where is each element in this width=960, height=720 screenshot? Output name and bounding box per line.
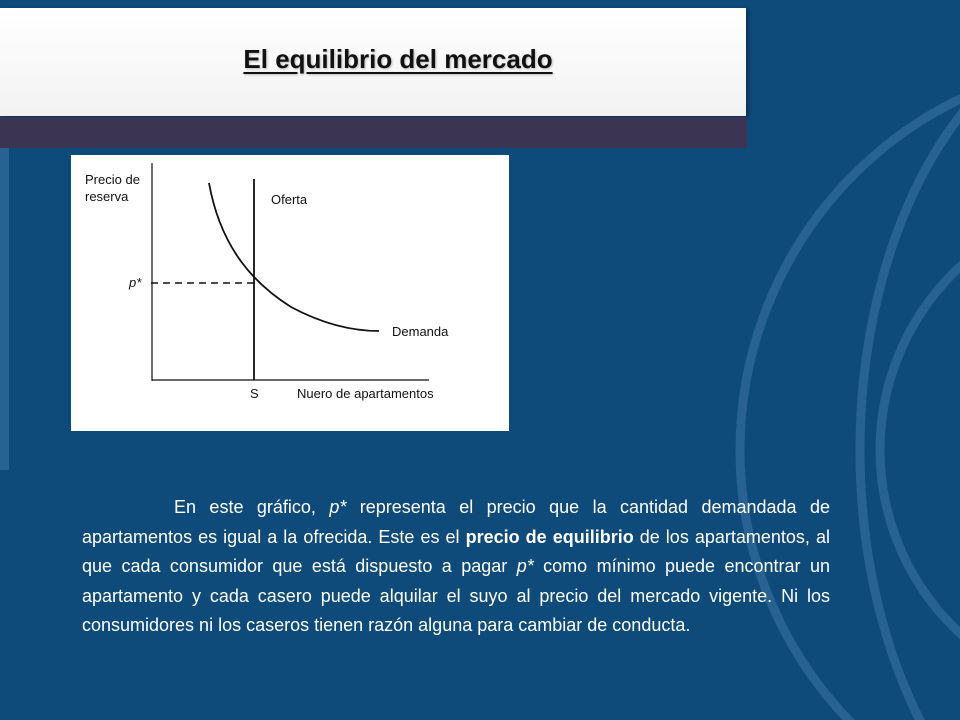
p-star-label: p* <box>129 275 142 290</box>
paragraph-p-star: p* <box>329 497 347 517</box>
y-axis-label-line1: Precio de <box>85 172 140 187</box>
demand-label: Demanda <box>392 324 449 339</box>
paragraph-part3: de los apartamentos, al que cada consumidor que está dispuesto a pagar <box>82 526 830 576</box>
x-axis-label: Nuero de apartamentos <box>297 386 434 401</box>
paragraph-part2: representa el precio que la cantidad demandada de apartamentos es igual a la ofrecida. Este es el <box>82 497 830 547</box>
diagram-svg <box>71 155 509 431</box>
page-title: El equilibrio del mercado <box>243 44 553 74</box>
paragraph-bold-term: precio de equilibrio <box>465 526 634 547</box>
explanation-paragraph <box>82 493 830 641</box>
supply-label: Oferta <box>271 192 308 207</box>
paragraph-part4: como mínimo puede encontrar un apartamento y cada casero puede alquilar el suyo al precio del mercado vigente. Ni los consumidores ni los caseros tienen razón alguna para cambiar de conducta. <box>82 556 830 635</box>
s-label: S <box>250 386 259 401</box>
title-accent-strip <box>0 117 747 148</box>
supply-demand-diagram <box>71 155 509 431</box>
paragraph-p-star-2: p* <box>516 556 534 576</box>
paragraph-part1: En este gráfico, <box>174 497 330 517</box>
y-axis-label-line2: reserva <box>85 189 129 204</box>
